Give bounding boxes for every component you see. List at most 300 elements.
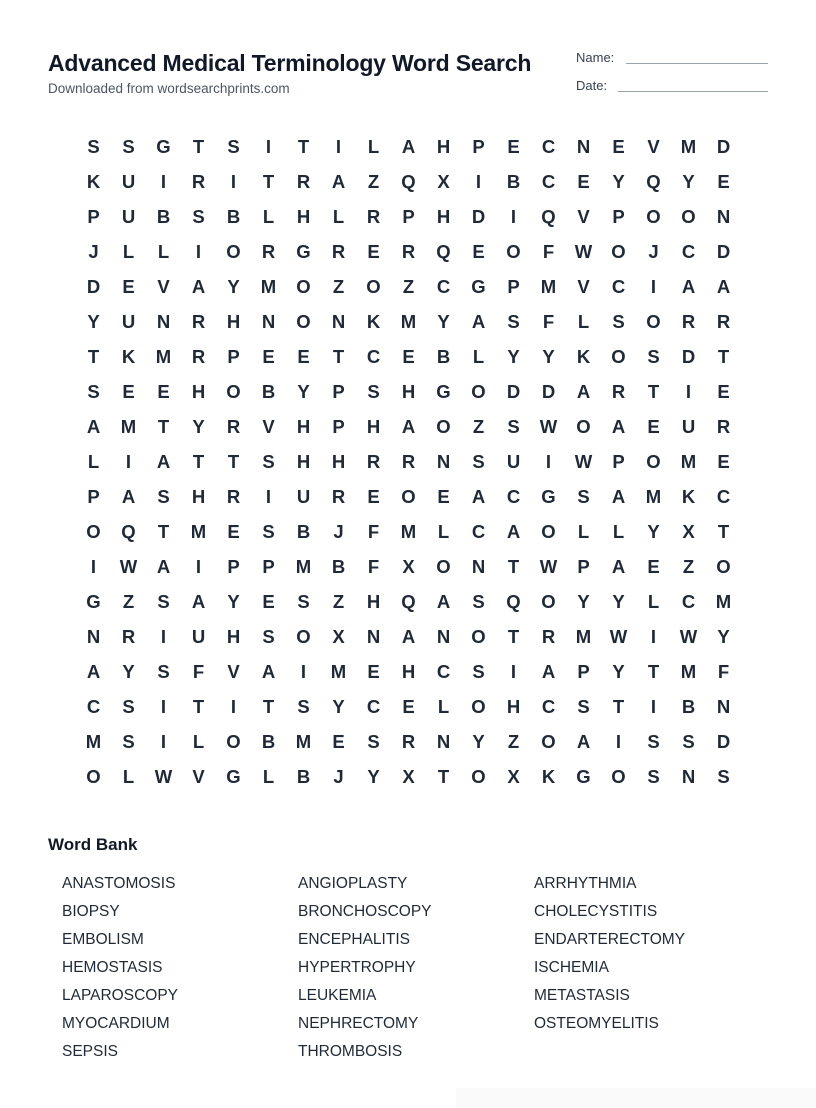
grid-letter[interactable]: I bbox=[265, 485, 272, 507]
grid-letter[interactable]: W bbox=[539, 555, 558, 577]
grid-letter[interactable]: M bbox=[295, 555, 312, 577]
grid-letter[interactable]: O bbox=[646, 205, 661, 227]
grid-letter[interactable]: B bbox=[506, 170, 521, 192]
grid-letter[interactable]: M bbox=[400, 310, 417, 332]
grid-letter[interactable]: Y bbox=[122, 660, 135, 682]
grid-letter[interactable]: L bbox=[122, 765, 135, 787]
grid-letter[interactable]: V bbox=[577, 275, 590, 297]
grid-letter[interactable]: I bbox=[230, 170, 237, 192]
grid-letter[interactable]: R bbox=[366, 450, 381, 472]
grid-letter[interactable]: N bbox=[156, 310, 171, 332]
grid-letter[interactable]: E bbox=[227, 520, 240, 542]
grid-letter[interactable]: Y bbox=[507, 345, 520, 367]
grid-letter[interactable]: Y bbox=[542, 345, 555, 367]
grid-letter[interactable]: B bbox=[296, 520, 311, 542]
grid-letter[interactable]: D bbox=[716, 135, 731, 157]
grid-letter[interactable]: V bbox=[262, 415, 275, 437]
grid-letter[interactable]: X bbox=[437, 170, 450, 192]
grid-letter[interactable]: W bbox=[574, 450, 593, 472]
grid-letter[interactable]: V bbox=[577, 205, 590, 227]
grid-letter[interactable]: D bbox=[86, 275, 101, 297]
grid-letter[interactable]: B bbox=[331, 555, 346, 577]
grid-letter[interactable]: A bbox=[191, 275, 206, 297]
grid-letter[interactable]: V bbox=[192, 765, 205, 787]
grid-letter[interactable]: O bbox=[86, 765, 101, 787]
grid-letter[interactable]: I bbox=[615, 730, 622, 752]
grid-letter[interactable]: P bbox=[262, 555, 275, 577]
grid-letter[interactable]: M bbox=[540, 275, 557, 297]
grid-letter[interactable]: E bbox=[472, 240, 485, 262]
grid-letter[interactable]: Q bbox=[436, 240, 451, 262]
grid-letter[interactable]: O bbox=[226, 380, 241, 402]
grid-letter[interactable]: S bbox=[577, 485, 590, 507]
grid-letter[interactable]: O bbox=[226, 730, 241, 752]
grid-letter[interactable]: H bbox=[401, 660, 416, 682]
grid-letter[interactable]: O bbox=[86, 520, 101, 542]
grid-letter[interactable]: W bbox=[609, 625, 628, 647]
grid-letter[interactable]: U bbox=[296, 485, 311, 507]
grid-letter[interactable]: K bbox=[681, 485, 696, 507]
grid-letter[interactable]: S bbox=[367, 730, 380, 752]
grid-letter[interactable]: H bbox=[191, 485, 206, 507]
grid-letter[interactable]: V bbox=[157, 275, 170, 297]
grid-letter[interactable]: G bbox=[436, 380, 451, 402]
grid-letter[interactable]: J bbox=[88, 240, 99, 262]
grid-letter[interactable]: N bbox=[366, 625, 381, 647]
grid-letter[interactable]: W bbox=[539, 415, 558, 437]
grid-letter[interactable]: O bbox=[436, 555, 451, 577]
grid-letter[interactable]: R bbox=[191, 345, 206, 367]
grid-letter[interactable]: Z bbox=[367, 170, 380, 192]
grid-letter[interactable]: A bbox=[576, 380, 591, 402]
grid-letter[interactable]: C bbox=[541, 170, 556, 192]
grid-letter[interactable]: E bbox=[647, 555, 660, 577]
grid-letter[interactable]: B bbox=[296, 765, 311, 787]
grid-letter[interactable]: B bbox=[226, 205, 241, 227]
grid-letter[interactable]: D bbox=[716, 240, 731, 262]
grid-letter[interactable]: L bbox=[157, 240, 170, 262]
grid-letter[interactable]: O bbox=[681, 205, 696, 227]
grid-letter[interactable]: E bbox=[437, 485, 450, 507]
grid-letter[interactable]: M bbox=[680, 135, 697, 157]
grid-letter[interactable]: H bbox=[191, 380, 206, 402]
grid-letter[interactable]: R bbox=[296, 170, 311, 192]
grid-letter[interactable]: O bbox=[646, 450, 661, 472]
grid-letter[interactable]: S bbox=[647, 730, 660, 752]
grid-letter[interactable]: E bbox=[122, 380, 135, 402]
grid-letter[interactable]: C bbox=[681, 240, 696, 262]
grid-letter[interactable]: L bbox=[647, 590, 660, 612]
grid-letter[interactable]: S bbox=[122, 730, 135, 752]
grid-letter[interactable]: I bbox=[195, 240, 202, 262]
grid-letter[interactable]: U bbox=[506, 450, 521, 472]
grid-letter[interactable]: P bbox=[612, 205, 625, 227]
grid-letter[interactable]: L bbox=[577, 310, 590, 332]
grid-letter[interactable]: C bbox=[86, 695, 101, 717]
grid-letter[interactable]: I bbox=[160, 625, 167, 647]
grid-letter[interactable]: N bbox=[681, 765, 696, 787]
grid-letter[interactable]: A bbox=[681, 275, 696, 297]
grid-letter[interactable]: T bbox=[507, 625, 520, 647]
grid-letter[interactable]: Y bbox=[717, 625, 730, 647]
grid-letter[interactable]: Z bbox=[507, 730, 520, 752]
grid-letter[interactable]: P bbox=[507, 275, 520, 297]
grid-letter[interactable]: M bbox=[330, 660, 347, 682]
grid-letter[interactable]: O bbox=[296, 625, 311, 647]
grid-letter[interactable]: P bbox=[577, 660, 590, 682]
grid-letter[interactable]: E bbox=[367, 660, 380, 682]
grid-letter[interactable]: T bbox=[192, 450, 205, 472]
grid-letter[interactable]: T bbox=[157, 520, 170, 542]
grid-letter[interactable]: P bbox=[612, 450, 625, 472]
date-field[interactable] bbox=[576, 78, 768, 96]
grid-letter[interactable]: R bbox=[541, 625, 556, 647]
grid-letter[interactable]: R bbox=[191, 170, 206, 192]
grid-letter[interactable]: I bbox=[685, 380, 692, 402]
grid-letter[interactable]: I bbox=[475, 170, 482, 192]
grid-letter[interactable]: E bbox=[157, 380, 170, 402]
grid-letter[interactable]: Y bbox=[682, 170, 695, 192]
grid-letter[interactable]: S bbox=[647, 765, 660, 787]
grid-letter[interactable]: O bbox=[436, 415, 451, 437]
grid-letter[interactable]: E bbox=[262, 590, 275, 612]
grid-letter[interactable]: S bbox=[297, 695, 310, 717]
grid-letter[interactable]: X bbox=[402, 765, 415, 787]
grid-letter[interactable]: S bbox=[157, 590, 170, 612]
grid-letter[interactable]: T bbox=[192, 695, 205, 717]
grid-letter[interactable]: I bbox=[90, 555, 97, 577]
grid-letter[interactable]: I bbox=[545, 450, 552, 472]
grid-letter[interactable]: X bbox=[332, 625, 345, 647]
grid-letter[interactable]: A bbox=[436, 590, 451, 612]
grid-letter[interactable]: R bbox=[401, 240, 416, 262]
grid-letter[interactable]: I bbox=[160, 695, 167, 717]
grid-letter[interactable]: P bbox=[227, 345, 240, 367]
grid-letter[interactable]: Q bbox=[121, 520, 136, 542]
grid-letter[interactable]: R bbox=[191, 310, 206, 332]
grid-letter[interactable]: S bbox=[262, 520, 275, 542]
grid-letter[interactable]: S bbox=[262, 450, 275, 472]
grid-letter[interactable]: R bbox=[716, 310, 731, 332]
grid-letter[interactable]: A bbox=[261, 660, 276, 682]
grid-letter[interactable]: H bbox=[296, 450, 311, 472]
grid-letter[interactable]: B bbox=[261, 380, 276, 402]
grid-letter[interactable]: S bbox=[192, 205, 205, 227]
grid-letter[interactable]: Q bbox=[401, 170, 416, 192]
grid-letter[interactable]: A bbox=[716, 275, 731, 297]
grid-letter[interactable]: U bbox=[121, 310, 136, 332]
grid-letter[interactable]: Y bbox=[192, 415, 205, 437]
grid-letter[interactable]: N bbox=[436, 625, 451, 647]
grid-letter[interactable]: S bbox=[717, 765, 730, 787]
grid-letter[interactable]: E bbox=[612, 135, 625, 157]
grid-letter[interactable]: C bbox=[436, 660, 451, 682]
grid-letter[interactable]: X bbox=[507, 765, 520, 787]
grid-letter[interactable]: A bbox=[191, 590, 206, 612]
grid-letter[interactable]: Y bbox=[297, 380, 310, 402]
grid-letter[interactable]: R bbox=[331, 485, 346, 507]
grid-letter[interactable]: Q bbox=[401, 590, 416, 612]
grid-letter[interactable]: T bbox=[157, 415, 170, 437]
grid-letter[interactable]: S bbox=[87, 380, 100, 402]
grid-letter[interactable]: O bbox=[611, 765, 626, 787]
grid-letter[interactable]: A bbox=[86, 660, 101, 682]
grid-letter[interactable]: C bbox=[541, 695, 556, 717]
grid-letter[interactable]: Q bbox=[506, 590, 521, 612]
grid-letter[interactable]: E bbox=[577, 170, 590, 192]
grid-letter[interactable]: Z bbox=[472, 415, 485, 437]
grid-letter[interactable]: F bbox=[542, 310, 555, 332]
grid-letter[interactable]: G bbox=[296, 240, 311, 262]
grid-letter[interactable]: U bbox=[121, 205, 136, 227]
grid-letter[interactable]: N bbox=[716, 695, 731, 717]
grid-letter[interactable]: M bbox=[715, 590, 732, 612]
grid-letter[interactable]: G bbox=[541, 485, 556, 507]
grid-letter[interactable]: Z bbox=[402, 275, 415, 297]
grid-letter[interactable]: S bbox=[367, 380, 380, 402]
grid-letter[interactable]: S bbox=[227, 135, 240, 157]
grid-letter[interactable]: H bbox=[436, 205, 451, 227]
grid-letter[interactable]: K bbox=[541, 765, 556, 787]
grid-letter[interactable]: M bbox=[190, 520, 207, 542]
grid-letter[interactable]: O bbox=[646, 310, 661, 332]
grid-letter[interactable]: F bbox=[717, 660, 730, 682]
grid-letter[interactable]: S bbox=[157, 485, 170, 507]
grid-letter[interactable]: H bbox=[401, 380, 416, 402]
grid-letter[interactable]: R bbox=[401, 450, 416, 472]
grid-letter[interactable]: N bbox=[436, 450, 451, 472]
grid-letter[interactable]: E bbox=[402, 345, 415, 367]
grid-letter[interactable]: B bbox=[156, 205, 171, 227]
grid-letter[interactable]: N bbox=[261, 310, 276, 332]
grid-letter[interactable]: H bbox=[226, 625, 241, 647]
grid-letter[interactable]: N bbox=[576, 135, 591, 157]
grid-letter[interactable]: W bbox=[574, 240, 593, 262]
grid-letter[interactable]: Y bbox=[227, 275, 240, 297]
grid-letter[interactable]: S bbox=[472, 450, 485, 472]
grid-letter[interactable]: T bbox=[507, 555, 520, 577]
grid-letter[interactable]: F bbox=[542, 240, 555, 262]
grid-letter[interactable]: J bbox=[333, 765, 344, 787]
grid-letter[interactable]: S bbox=[122, 135, 135, 157]
grid-letter[interactable]: O bbox=[366, 275, 381, 297]
grid-letter[interactable]: A bbox=[611, 415, 626, 437]
grid-letter[interactable]: E bbox=[367, 240, 380, 262]
grid-letter[interactable]: A bbox=[506, 520, 521, 542]
grid-letter[interactable]: D bbox=[506, 380, 521, 402]
grid-letter[interactable]: A bbox=[156, 555, 171, 577]
grid-letter[interactable]: B bbox=[261, 730, 276, 752]
grid-letter[interactable]: T bbox=[717, 345, 730, 367]
grid-letter[interactable]: Y bbox=[437, 310, 450, 332]
grid-letter[interactable]: Y bbox=[367, 765, 380, 787]
grid-letter[interactable]: Z bbox=[332, 590, 345, 612]
grid-letter[interactable]: F bbox=[367, 520, 380, 542]
grid-letter[interactable]: N bbox=[436, 730, 451, 752]
grid-letter[interactable]: O bbox=[611, 345, 626, 367]
grid-letter[interactable]: B bbox=[436, 345, 451, 367]
grid-letter[interactable]: A bbox=[401, 625, 416, 647]
grid-letter[interactable]: T bbox=[647, 380, 660, 402]
grid-letter[interactable]: Y bbox=[577, 590, 590, 612]
grid-letter[interactable]: L bbox=[612, 520, 625, 542]
grid-letter[interactable]: O bbox=[471, 625, 486, 647]
grid-letter[interactable]: Q bbox=[541, 205, 556, 227]
grid-letter[interactable]: P bbox=[577, 555, 590, 577]
grid-letter[interactable]: K bbox=[121, 345, 136, 367]
grid-letter[interactable]: G bbox=[156, 135, 171, 157]
grid-letter[interactable]: I bbox=[510, 205, 517, 227]
grid-letter[interactable]: M bbox=[400, 520, 417, 542]
grid-letter[interactable]: L bbox=[122, 240, 135, 262]
grid-letter[interactable]: W bbox=[154, 765, 173, 787]
grid-letter[interactable]: I bbox=[265, 135, 272, 157]
grid-letter[interactable]: C bbox=[681, 590, 696, 612]
grid-letter[interactable]: Z bbox=[682, 555, 695, 577]
grid-letter[interactable]: S bbox=[612, 310, 625, 332]
grid-letter[interactable]: O bbox=[296, 275, 311, 297]
grid-letter[interactable]: T bbox=[332, 345, 345, 367]
grid-letter[interactable]: H bbox=[296, 415, 311, 437]
grid-letter[interactable]: T bbox=[647, 660, 660, 682]
grid-letter[interactable]: U bbox=[121, 170, 136, 192]
grid-letter[interactable]: L bbox=[87, 450, 100, 472]
grid-letter[interactable]: M bbox=[260, 275, 277, 297]
grid-letter[interactable]: M bbox=[120, 415, 137, 437]
grid-letter[interactable]: S bbox=[577, 695, 590, 717]
grid-letter[interactable]: Z bbox=[332, 275, 345, 297]
grid-letter[interactable]: I bbox=[650, 275, 657, 297]
grid-letter[interactable]: J bbox=[648, 240, 659, 262]
grid-letter[interactable]: R bbox=[121, 625, 136, 647]
grid-letter[interactable]: E bbox=[332, 730, 345, 752]
grid-letter[interactable]: T bbox=[717, 520, 730, 542]
grid-letter[interactable]: A bbox=[401, 415, 416, 437]
grid-letter[interactable]: E bbox=[717, 450, 730, 472]
grid-letter[interactable]: H bbox=[331, 450, 346, 472]
grid-letter[interactable]: A bbox=[401, 135, 416, 157]
grid-letter[interactable]: L bbox=[262, 205, 275, 227]
grid-letter[interactable]: L bbox=[437, 520, 450, 542]
grid-letter[interactable]: D bbox=[681, 345, 696, 367]
grid-letter[interactable]: W bbox=[679, 625, 698, 647]
grid-letter[interactable]: A bbox=[121, 485, 136, 507]
grid-letter[interactable]: H bbox=[506, 695, 521, 717]
grid-letter[interactable]: L bbox=[262, 765, 275, 787]
grid-letter[interactable]: M bbox=[645, 485, 662, 507]
grid-letter[interactable]: L bbox=[577, 520, 590, 542]
grid-letter[interactable]: O bbox=[226, 240, 241, 262]
grid-letter[interactable]: Y bbox=[612, 170, 625, 192]
grid-letter[interactable]: T bbox=[262, 695, 275, 717]
grid-letter[interactable]: H bbox=[366, 590, 381, 612]
grid-letter[interactable]: X bbox=[682, 520, 695, 542]
grid-letter[interactable]: O bbox=[401, 485, 416, 507]
grid-letter[interactable]: E bbox=[402, 695, 415, 717]
grid-letter[interactable]: R bbox=[401, 730, 416, 752]
grid-letter[interactable]: O bbox=[541, 590, 556, 612]
grid-letter[interactable]: Y bbox=[87, 310, 100, 332]
grid-letter[interactable]: K bbox=[576, 345, 591, 367]
grid-letter[interactable]: L bbox=[437, 695, 450, 717]
grid-letter[interactable]: A bbox=[471, 310, 486, 332]
grid-letter[interactable]: I bbox=[160, 170, 167, 192]
grid-letter[interactable]: H bbox=[296, 205, 311, 227]
grid-letter[interactable]: Y bbox=[647, 520, 660, 542]
grid-letter[interactable]: Y bbox=[332, 695, 345, 717]
grid-letter[interactable]: S bbox=[507, 310, 520, 332]
grid-letter[interactable]: I bbox=[300, 660, 307, 682]
grid-letter[interactable]: A bbox=[471, 485, 486, 507]
grid-letter[interactable]: I bbox=[335, 135, 342, 157]
grid-letter[interactable]: I bbox=[650, 695, 657, 717]
grid-letter[interactable]: U bbox=[191, 625, 206, 647]
grid-letter[interactable]: Q bbox=[646, 170, 661, 192]
grid-letter[interactable]: I bbox=[160, 730, 167, 752]
grid-letter[interactable]: S bbox=[122, 695, 135, 717]
grid-letter[interactable]: C bbox=[366, 695, 381, 717]
grid-letter[interactable]: U bbox=[681, 415, 696, 437]
grid-letter[interactable]: M bbox=[85, 730, 102, 752]
grid-letter[interactable]: R bbox=[681, 310, 696, 332]
grid-letter[interactable]: S bbox=[297, 590, 310, 612]
grid-letter[interactable]: R bbox=[331, 240, 346, 262]
grid-letter[interactable]: E bbox=[297, 345, 310, 367]
grid-letter[interactable]: C bbox=[436, 275, 451, 297]
grid-letter[interactable]: I bbox=[650, 625, 657, 647]
grid-letter[interactable]: P bbox=[332, 380, 345, 402]
grid-letter[interactable]: M bbox=[295, 730, 312, 752]
grid-letter[interactable]: N bbox=[331, 310, 346, 332]
grid-letter[interactable]: O bbox=[716, 555, 731, 577]
grid-letter[interactable]: Z bbox=[122, 590, 135, 612]
grid-letter[interactable]: A bbox=[611, 485, 626, 507]
grid-letter[interactable]: P bbox=[227, 555, 240, 577]
grid-letter[interactable]: K bbox=[366, 310, 381, 332]
grid-letter[interactable]: A bbox=[611, 555, 626, 577]
grid-letter[interactable]: A bbox=[331, 170, 346, 192]
grid-letter[interactable]: S bbox=[472, 590, 485, 612]
grid-letter[interactable]: H bbox=[366, 415, 381, 437]
grid-letter[interactable]: E bbox=[367, 485, 380, 507]
grid-letter[interactable]: L bbox=[192, 730, 205, 752]
grid-letter[interactable]: T bbox=[437, 765, 450, 787]
date-line[interactable] bbox=[618, 91, 768, 92]
grid-letter[interactable]: P bbox=[87, 485, 100, 507]
grid-letter[interactable]: M bbox=[680, 450, 697, 472]
grid-letter[interactable]: A bbox=[576, 730, 591, 752]
grid-letter[interactable]: A bbox=[156, 450, 171, 472]
grid-letter[interactable]: F bbox=[192, 660, 205, 682]
grid-letter[interactable]: N bbox=[471, 555, 486, 577]
grid-letter[interactable]: S bbox=[647, 345, 660, 367]
grid-letter[interactable]: D bbox=[716, 730, 731, 752]
grid-letter[interactable]: T bbox=[297, 135, 310, 157]
grid-letter[interactable]: I bbox=[125, 450, 132, 472]
grid-letter[interactable]: L bbox=[332, 205, 345, 227]
grid-letter[interactable]: X bbox=[402, 555, 415, 577]
grid-letter[interactable]: V bbox=[227, 660, 240, 682]
grid-letter[interactable]: T bbox=[612, 695, 625, 717]
grid-letter[interactable]: G bbox=[86, 590, 101, 612]
grid-letter[interactable]: C bbox=[366, 345, 381, 367]
grid-letter[interactable]: O bbox=[471, 695, 486, 717]
grid-letter[interactable]: T bbox=[227, 450, 240, 472]
name-field[interactable] bbox=[576, 50, 768, 68]
grid-letter[interactable]: E bbox=[122, 275, 135, 297]
grid-letter[interactable]: M bbox=[155, 345, 172, 367]
grid-letter[interactable]: O bbox=[541, 730, 556, 752]
